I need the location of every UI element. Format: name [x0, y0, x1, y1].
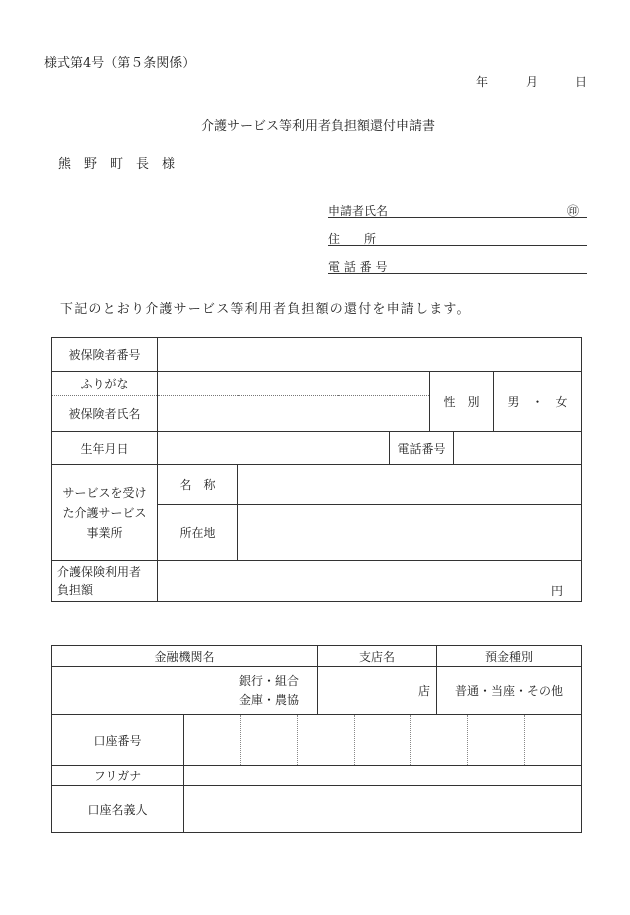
applicant-address-line[interactable] — [328, 230, 587, 246]
applicant-phone-label: 電 話 番 号 — [328, 260, 388, 274]
table-row — [52, 432, 582, 465]
account-number-field[interactable] — [184, 715, 582, 766]
service-provider-label: サービスを受け た介護サービス 事業所 — [52, 465, 158, 561]
deposit-type-header: 預金種別 — [437, 646, 582, 667]
applicant-address-label: 住 所 — [328, 232, 377, 246]
table-row — [52, 338, 582, 372]
applicant-name-label: 申請者氏名 — [328, 204, 389, 218]
birthdate-label: 生年月日 — [52, 432, 158, 465]
bank-type-line-2: 金庫・農協 — [239, 692, 300, 707]
document-title: 介護サービス等利用者負担額還付申請書 — [201, 119, 436, 134]
table-row — [52, 667, 582, 715]
furigana-label: ふりがな — [52, 372, 158, 396]
account-digit-box[interactable] — [184, 715, 241, 765]
phone-label: 電話番号 — [390, 432, 454, 465]
applicant-name-line[interactable] — [328, 202, 587, 218]
table-row — [52, 561, 582, 602]
account-furigana-field[interactable] — [184, 766, 582, 786]
provider-name-field[interactable] — [238, 465, 582, 505]
table-row — [52, 372, 582, 396]
account-digit-box[interactable] — [241, 715, 298, 765]
account-digit-box[interactable] — [298, 715, 355, 765]
table-row — [52, 786, 582, 833]
bank-name-field[interactable] — [52, 667, 318, 715]
bank-type-line-1: 銀行・組合 — [239, 673, 300, 688]
account-digit-box[interactable] — [355, 715, 412, 765]
intro-text: 下記のとおり介護サービス等利用者負担額の還付を申請します。 — [60, 302, 471, 317]
sex-options[interactable]: 男 ・ 女 — [494, 372, 582, 432]
copay-label: 介護保険利用者 負担額 — [52, 561, 158, 602]
phone-field[interactable] — [454, 432, 582, 465]
table-row — [52, 766, 582, 786]
account-digit-box[interactable] — [525, 715, 581, 765]
account-number-label: 口座番号 — [52, 715, 184, 766]
account-holder-field[interactable] — [184, 786, 582, 833]
insured-info-table — [51, 337, 582, 602]
applicant-phone-line[interactable] — [328, 258, 587, 274]
addressee: 熊 野 町 長 様 — [58, 157, 176, 172]
deposit-type-options[interactable]: 普通・当座・その他 — [437, 667, 582, 715]
birthdate-field[interactable] — [158, 432, 390, 465]
bank-account-table — [51, 645, 582, 833]
account-digit-box[interactable] — [468, 715, 525, 765]
sex-label: 性 別 — [430, 372, 494, 432]
provider-address-label: 所在地 — [158, 505, 238, 561]
date-year-label: 年 — [476, 75, 489, 89]
insured-number-label: 被保険者番号 — [52, 338, 158, 372]
insured-name-label: 被保険者氏名 — [52, 396, 158, 432]
branch-header: 支店名 — [318, 646, 437, 667]
seal-mark: ㊞ — [566, 204, 579, 218]
account-furigana-label: フリガナ — [52, 766, 184, 786]
branch-suffix: 店 — [418, 684, 431, 698]
provider-address-field[interactable] — [238, 505, 582, 561]
furigana-field[interactable] — [158, 372, 430, 396]
account-digit-box[interactable] — [411, 715, 468, 765]
date-month-label: 月 — [526, 75, 539, 89]
table-row — [52, 715, 582, 766]
yen-unit: 円 — [551, 584, 564, 598]
branch-field[interactable] — [318, 667, 437, 715]
table-row — [52, 646, 582, 667]
form-number: 様式第4号（第５条関係） — [44, 56, 196, 71]
bank-name-header: 金融機関名 — [52, 646, 318, 667]
insured-name-field[interactable] — [158, 396, 430, 432]
table-row — [52, 465, 582, 505]
insured-number-field[interactable] — [158, 338, 582, 372]
provider-name-label: 名 称 — [158, 465, 238, 505]
copay-amount-field[interactable] — [158, 561, 582, 602]
account-holder-label: 口座名義人 — [52, 786, 184, 833]
date-day-label: 日 — [575, 75, 588, 89]
